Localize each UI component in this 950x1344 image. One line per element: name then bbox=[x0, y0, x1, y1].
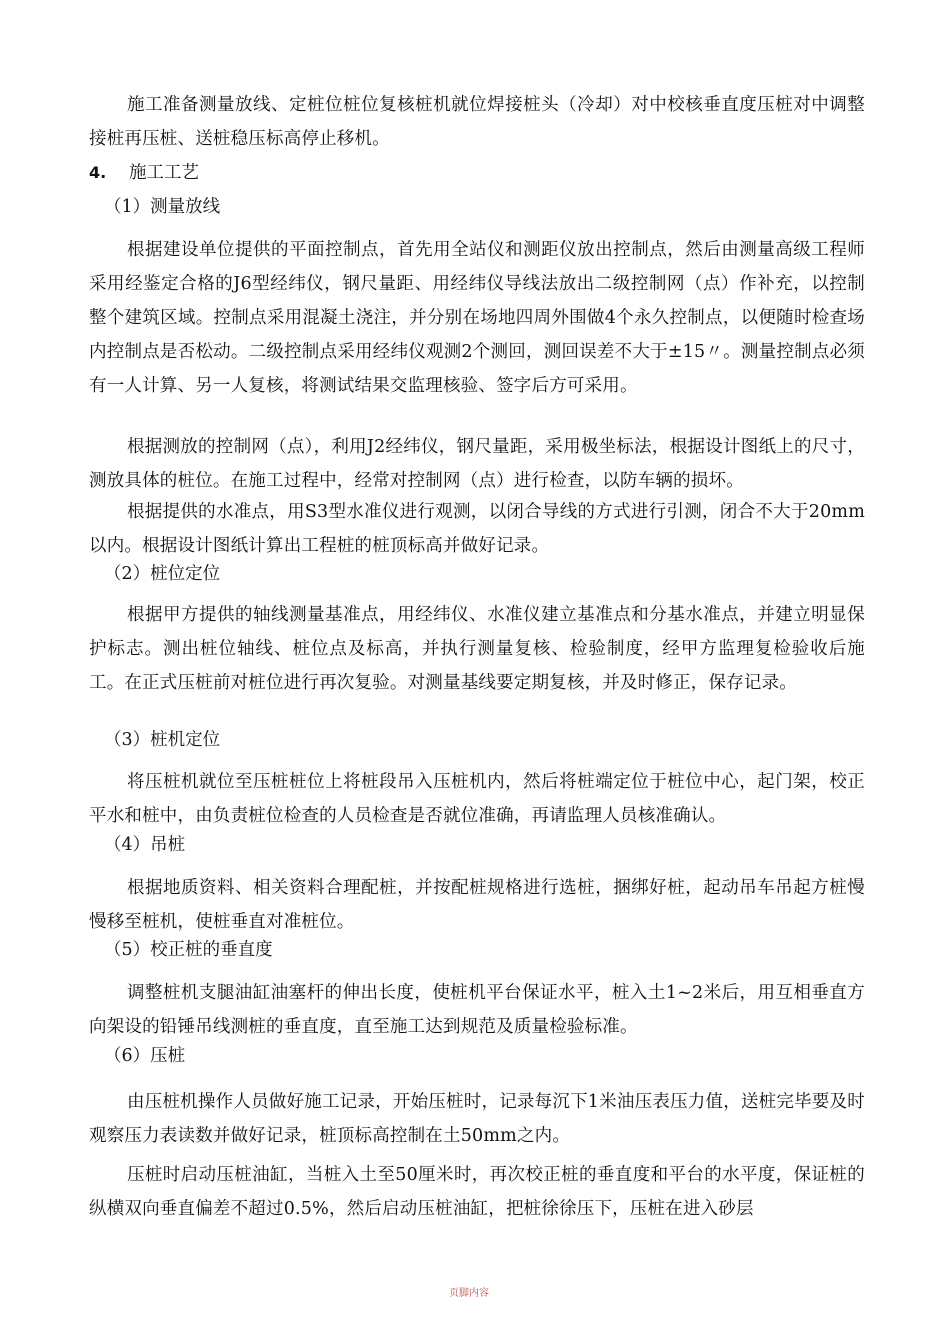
page-footer: 页脚内容 bbox=[449, 1288, 489, 1299]
subheading-5-title: 校正桩的垂直度 bbox=[150, 940, 273, 960]
pressing-paragraph-2: 压桩时启动压桩油缸，当桩入土至50厘米时，再次校正桩的垂直度和平台的水平度，保证桩的纵横双向垂直偏差不超过0.5%，然后启动压桩油缸，把桩徐徐压下，压桩在进入砂层 bbox=[89, 1165, 865, 1219]
subheading-1-number: （1） bbox=[104, 197, 151, 217]
subheading-5 bbox=[104, 933, 273, 967]
subheading-6 bbox=[104, 1039, 185, 1073]
machine-position-paragraph: 将压桩机就位至压桩桩位上将桩段吊入压桩机内，然后将桩端定位于桩位中心，起门架，校正平水和桩中，由负责桩位检查的人员检查是否就位准确，再请监理人员核准确认。 bbox=[89, 772, 865, 826]
subheading-3-title: 桩机定位 bbox=[150, 730, 221, 750]
verticality-paragraph: 调整桩机支腿油缸油塞杆的伸出长度，使桩机平台保证水平，桩入土1~2米后，用互相垂直方向架设的铅锤吊线测桩的垂直度，直至施工达到规范及质量检验标准。 bbox=[89, 983, 865, 1037]
subheading-1-title: 测量放线 bbox=[150, 197, 221, 217]
subheading-3 bbox=[104, 723, 220, 757]
subheading-1 bbox=[104, 190, 220, 224]
subheading-6-title: 压桩 bbox=[150, 1046, 186, 1066]
pressing-paragraph-1: 由压桩机操作人员做好施工记录，开始压桩时，记录每沉下1米油压表压力值，送桩完毕要及时观察压力表读数并做好记录，桩顶标高控制在土50mm之内。 bbox=[89, 1092, 865, 1146]
subheading-2-title: 桩位定位 bbox=[150, 564, 221, 584]
subheading-4-title: 吊桩 bbox=[150, 835, 186, 855]
subheading-5-number: （5） bbox=[104, 940, 151, 960]
subheading-4-number: （4） bbox=[104, 835, 151, 855]
subheading-3-number: （3） bbox=[104, 730, 151, 750]
lifting-paragraph: 根据地质资料、相关资料合理配桩，并按配桩规格进行选桩，捆绑好桩，起动吊车吊起方桩慢慢移至桩机，使桩垂直对准桩位。 bbox=[89, 878, 865, 932]
survey-paragraph-3: 根据提供的水准点，用S3型水准仪进行观测，以闭合导线的方式进行引测，闭合不大于20mm以内。根据设计图纸计算出工程桩的桩顶标高并做好记录。 bbox=[89, 502, 865, 556]
construction-flow-paragraph: 施工准备测量放线、定桩位桩位复核桩机就位焊接桩头（冷却）对中校核垂直度压桩对中调整接桩再压桩、送桩稳压标高停止移机。 bbox=[89, 95, 865, 149]
section-number: 4. bbox=[89, 163, 107, 182]
subheading-2-number: （2） bbox=[104, 564, 151, 584]
survey-paragraph-1: 根据建设单位提供的平面控制点，首先用全站仪和测距仪放出控制点，然后由测量高级工程师采用经鉴定合格的J6型经纬仪，钢尺量距、用经纬仪导线法放出二级控制网（点）作补充，以控制整个建筑区域。控制点采用混凝土浇注，并分别在场地四周外围做4个永久控制点，以便随时检查场内控制点是否松动。二级控制点采用经纬仪观测2个测回，测回误差不大于±15〃。测量控制点必须有一人计算、另一人复核，将测试结果交监理核验、签字后方可采用。 bbox=[89, 240, 865, 396]
survey-paragraph-2: 根据测放的控制网（点），利用J2经纬仪，钢尺量距，采用极坐标法，根据设计图纸上的尺寸，测放具体的桩位。在施工过程中，经常对控制网（点）进行检查，以防车辆的损坏。 bbox=[89, 437, 865, 491]
section-heading bbox=[89, 156, 199, 190]
pile-position-paragraph: 根据甲方提供的轴线测量基准点，用经纬仪、水准仪建立基准点和分基水准点，并建立明显保护标志。测出桩位轴线、桩位点及标高，并执行测量复核、检验制度，经甲方监理复检验收后施工。在正式压桩前对桩位进行再次复验。对测量基线要定期复核，并及时修正，保存记录。 bbox=[89, 605, 865, 693]
subheading-2 bbox=[104, 557, 220, 591]
section-title: 施工工艺 bbox=[129, 163, 199, 183]
subheading-6-number: （6） bbox=[104, 1046, 151, 1066]
subheading-4 bbox=[104, 828, 185, 862]
